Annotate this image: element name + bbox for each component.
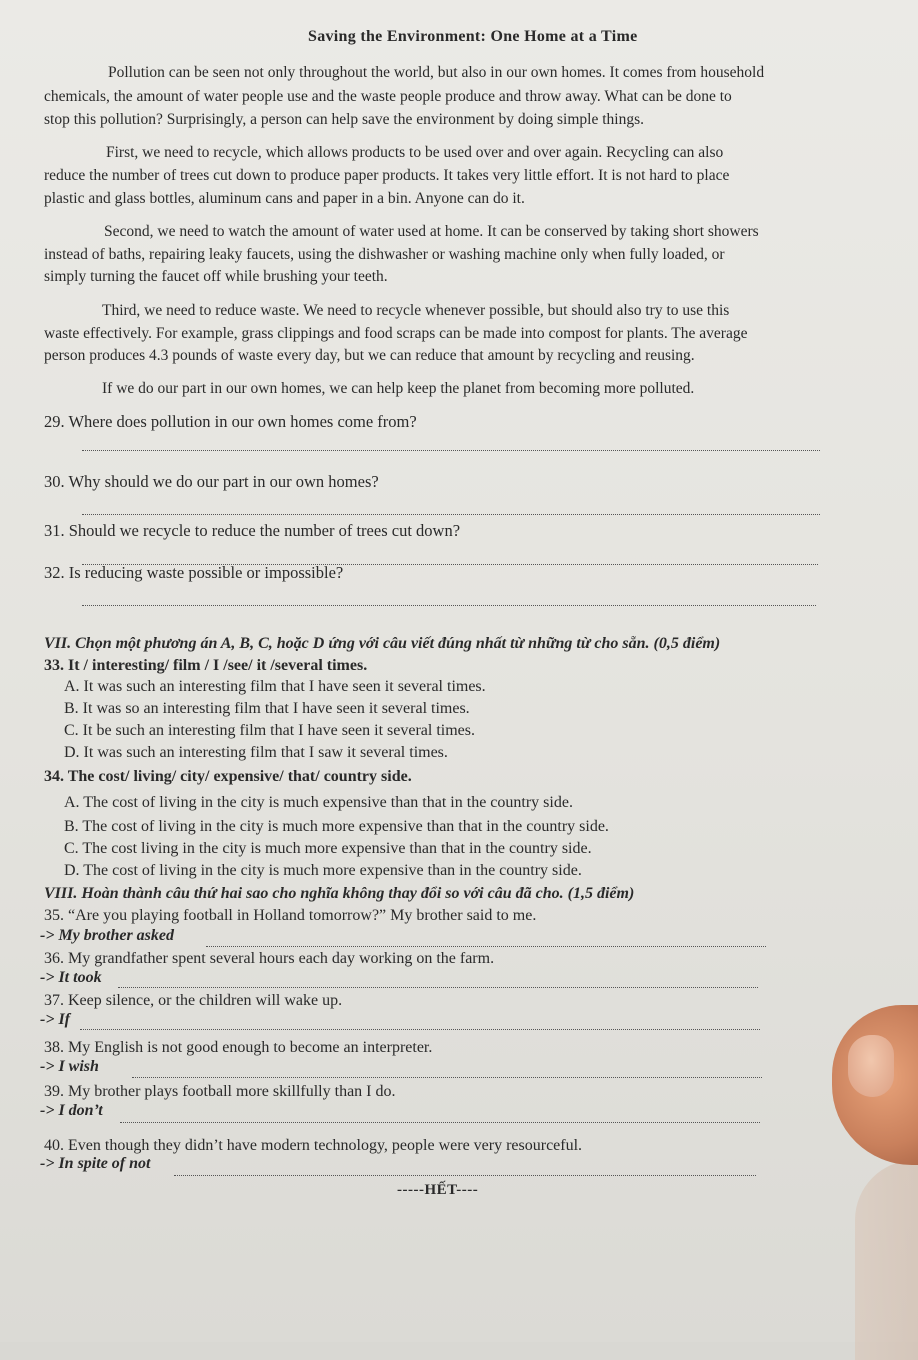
passage-line: If we do our part in our own homes, we can help keep the planet from becoming more polluted. bbox=[102, 380, 695, 397]
section-7-heading: VII. Chọn một phương án A, B, C, hoặc D ứng với câu viết đúng nhất từ những từ cho sẵn. (0,5 điểm) bbox=[44, 635, 721, 652]
passage-line: stop this pollution? Surprisingly, a person can help save the environment by doing simple things. bbox=[44, 111, 644, 128]
rewrite-sentence-36: 36. My grandfather spent several hours each day working on the farm. bbox=[44, 950, 495, 967]
rewrite-starter-37: -> If bbox=[40, 1011, 70, 1028]
rewrite-starter-39: -> I don’t bbox=[40, 1102, 103, 1119]
question-31: 31. Should we recycle to reduce the number of trees cut down? bbox=[44, 521, 461, 540]
rewrite-line-38[interactable] bbox=[132, 1077, 762, 1078]
option-34-b[interactable]: B. The cost of living in the city is much more expensive than that in the country side. bbox=[64, 818, 609, 835]
passage-line: waste effectively. For example, grass clippings and food scraps can be made into compost for plants. The average bbox=[44, 325, 748, 342]
question-34: 34. The cost/ living/ city/ expensive/ that/ country side. bbox=[44, 768, 412, 785]
rewrite-sentence-37: 37. Keep silence, or the children will wake up. bbox=[44, 992, 343, 1009]
rewrite-line-40[interactable] bbox=[174, 1175, 756, 1176]
rewrite-starter-38: -> I wish bbox=[40, 1058, 99, 1075]
passage-line: instead of baths, repairing leaky faucets, using the dishwasher or washing machine only when fully loaded, or bbox=[44, 246, 725, 263]
passage-line: simply turning the faucet off while brushing your teeth. bbox=[44, 268, 388, 285]
question-29: 29. Where does pollution in our own homes come from? bbox=[44, 412, 417, 431]
question-32: 32. Is reducing waste possible or impossible? bbox=[44, 563, 344, 582]
rewrite-starter-35: -> My brother asked bbox=[40, 927, 174, 944]
passage-title: Saving the Environment: One Home at a Time bbox=[308, 28, 638, 45]
fingernail bbox=[848, 1035, 894, 1097]
answer-line-29[interactable] bbox=[82, 450, 820, 451]
rewrite-line-35[interactable] bbox=[206, 946, 766, 947]
passage-line: chemicals, the amount of water people use and the waste people produce and throw away. What can be done to bbox=[44, 88, 732, 105]
option-34-d[interactable]: D. The cost of living in the city is much more expensive than in the country side. bbox=[64, 862, 582, 879]
answer-line-32[interactable] bbox=[82, 605, 816, 606]
rewrite-sentence-35: 35. “Are you playing football in Holland tomorrow?” My brother said to me. bbox=[44, 907, 537, 924]
passage-line: Third, we need to reduce waste. We need to recycle whenever possible, but should also try to use this bbox=[102, 302, 730, 319]
question-33: 33. It / interesting/ film / I /see/ it /several times. bbox=[44, 657, 368, 674]
option-33-d[interactable]: D. It was such an interesting film that I saw it several times. bbox=[64, 744, 448, 761]
section-8-heading: VIII. Hoàn thành câu thứ hai sao cho nghĩa không thay đổi so với câu đã cho. (1,5 điểm) bbox=[44, 885, 635, 902]
rewrite-starter-40: -> In spite of not bbox=[40, 1155, 151, 1172]
rewrite-sentence-40: 40. Even though they didn’t have modern technology, people were very resourceful. bbox=[44, 1137, 583, 1154]
option-33-b[interactable]: B. It was so an interesting film that I have seen it several times. bbox=[64, 700, 470, 717]
passage-line: person produces 4.3 pounds of waste every day, but we can reduce that amount by recycling and reusing. bbox=[44, 347, 695, 364]
passage-line: Pollution can be seen not only throughout the world, but also in our own homes. It comes from household bbox=[108, 64, 765, 81]
end-mark: -----HẾT---- bbox=[397, 1182, 479, 1198]
rewrite-sentence-38: 38. My English is not good enough to become an interpreter. bbox=[44, 1039, 433, 1056]
rewrite-line-37[interactable] bbox=[80, 1029, 760, 1030]
passage-line: First, we need to recycle, which allows products to be used over and over again. Recycling can also bbox=[106, 144, 724, 161]
option-34-a[interactable]: A. The cost of living in the city is much expensive than that in the country side. bbox=[64, 794, 573, 811]
passage-line: Second, we need to watch the amount of water used at home. It can be conserved by taking short showers bbox=[104, 223, 759, 240]
answer-line-30[interactable] bbox=[82, 514, 820, 515]
option-34-c[interactable]: C. The cost living in the city is much more expensive than that in the country side. bbox=[64, 840, 592, 857]
option-33-a[interactable]: A. It was such an interesting film that I have seen it several times. bbox=[64, 678, 486, 695]
passage-line: plastic and glass bottles, aluminum cans and paper in a bin. Anyone can do it. bbox=[44, 190, 525, 207]
rewrite-line-39[interactable] bbox=[120, 1122, 760, 1123]
rewrite-starter-36: -> It took bbox=[40, 969, 102, 986]
hand-shadow bbox=[855, 1160, 918, 1360]
question-30: 30. Why should we do our part in our own homes? bbox=[44, 472, 379, 491]
passage-line: reduce the number of trees cut down to produce paper products. It takes very little effort. It is not hard to place bbox=[44, 167, 730, 184]
rewrite-sentence-39: 39. My brother plays football more skillfully than I do. bbox=[44, 1083, 396, 1100]
option-33-c[interactable]: C. It be such an interesting film that I have seen it several times. bbox=[64, 722, 475, 739]
rewrite-line-36[interactable] bbox=[118, 987, 758, 988]
